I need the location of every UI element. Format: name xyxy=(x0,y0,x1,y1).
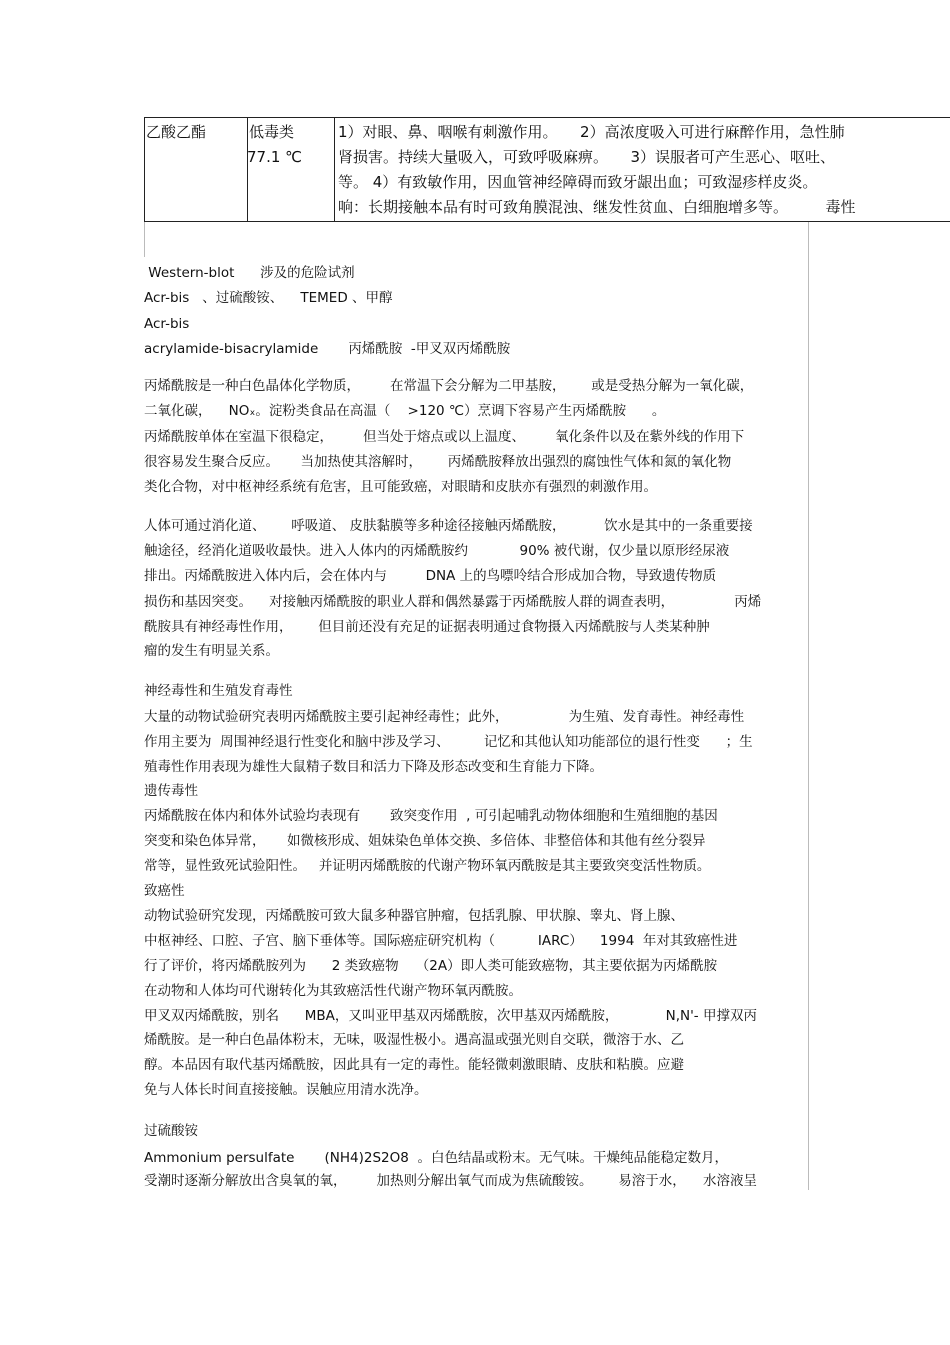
table-value: 77.1 ℃ xyxy=(247,148,303,166)
text-line: 受潮时逐渐分解放出含臭氧的氧， 加热则分解出氧气而成为焦硫酸铵。 易溶于水， 水溶液呈 xyxy=(144,1173,757,1189)
table-toxicity-class: 低毒类 xyxy=(249,123,295,141)
text-line: 二氧化碳， NOₓ。淀粉类食品在高温（ >120 ℃）烹调下容易产生丙烯酰胺 。 xyxy=(144,403,666,419)
section-heading: 致癌性 xyxy=(144,883,185,899)
text-line: 作用主要为 周围神经退行性变化和脑中涉及学习、 记忆和其他认知功能部位的退行性变 ；生 xyxy=(144,734,753,750)
text-line: 烯酰胺。是一种白色晶体粉末，无味，吸湿性极小。遇高温或强光则自交联，微溶于水、乙 xyxy=(144,1032,684,1048)
table-desc-line: 等。 4）有致敏作用，因血管神经障碍而致牙龈出血；可致湿疹样皮炎。 xyxy=(338,173,818,191)
text-line: 丙烯酰胺是一种白色晶体化学物质， 在常温下会分解为二甲基胺， 或是受热分解为一氧化碳， xyxy=(144,378,754,394)
text-line: 中枢神经、口腔、子宫、脑下垂体等。国际癌症研究机构（ IARC） 1994 年对其致癌性进 xyxy=(144,933,738,949)
text-line: 甲叉双丙烯酰胺，别名 MBA，又叫亚甲基双丙烯酰胺，次甲基双丙烯酰胺， N,N'- 甲撑双丙 xyxy=(144,1008,757,1024)
table-desc-line: 响：长期接触本品有时可致角膜混浊、继发性贫血、白细胞增多等。 毒性 xyxy=(338,198,856,216)
text-line: 人体可通过消化道、 呼吸道、 皮肤黏膜等多种途径接触丙烯酰胺， 饮水是其中的一条重要接 xyxy=(144,518,753,534)
text-line: 类化合物，对中枢神经系统有危害，且可能致癌，对眼睛和皮肤亦有强烈的刺激作用。 xyxy=(144,479,657,495)
text-line: 丙烯酰胺单体在室温下很稳定， 但当处于熔点或以上温度、 氧化条件以及在紫外线的作用下 xyxy=(144,429,745,445)
text-line: 瘤的发生有明显关系。 xyxy=(144,643,279,659)
table-desc-line: 肾损害。持续大量吸入，可致呼吸麻痹。 3）误服者可产生恶心、呕吐、 xyxy=(338,148,836,166)
text-line: 排出。丙烯酰胺进入体内后，会在体内与 DNA 上的鸟嘌呤结合形成加合物，导致遗传物质 xyxy=(144,568,717,584)
section-title: Western-blot 涉及的危险试剂 xyxy=(144,265,355,281)
text-line: 免与人体长时间直接接触。误触应用清水洗净。 xyxy=(144,1082,428,1098)
text-line: 行了评价，将丙烯酰胺列为 2 类致癌物 （2A）即人类可能致癌物，其主要依据为丙烯酰胺 xyxy=(144,958,718,974)
text-line: 酰胺具有神经毒性作用， 但目前还没有充足的证据表明通过食物摄入丙烯酰胺与人类某种肿 xyxy=(144,619,710,635)
table-desc-line: 1）对眼、鼻、咽喉有刺激作用。 2）高浓度吸入可进行麻醉作用，急性肺 xyxy=(338,123,845,141)
section-heading: 遗传毒性 xyxy=(144,783,198,799)
text-line: 触途径，经消化道吸收最快。进入人体内的丙烯酰胺约 90% 被代谢，仅少量以原形经尿液 xyxy=(144,543,730,559)
text-line: Ammonium persulfate (NH4)2S2O8 。白色结晶或粉末。无气味。干燥纯品能稳定数月， xyxy=(144,1150,728,1166)
text-line: 很容易发生聚合反应。 当加热使其溶解时， 丙烯酰胺释放出强烈的腐蚀性气体和氮的氧化物 xyxy=(144,454,732,470)
text-line: 殖毒性作用表现为雄性大鼠精子数目和活力下降及形态改变和生育能力下降。 xyxy=(144,759,603,775)
text-line: 大量的动物试验研究表明丙烯酰胺主要引起神经毒性；此外， 为生殖、发育毒性。神经毒性 xyxy=(144,709,745,725)
text-line: Acr-bis xyxy=(144,316,190,332)
text-line: 在动物和人体均可代谢转化为其致癌活性代谢产物环氧丙酰胺。 xyxy=(144,983,522,999)
text-line: acrylamide-bisacrylamide 丙烯酰胺 -甲叉双丙烯酰胺 xyxy=(144,341,511,357)
text-line: 动物试验研究发现，丙烯酰胺可致大鼠多种器官肿瘤，包括乳腺、甲状腺、睾丸、肾上腺、 xyxy=(144,908,684,924)
text-line: 常等，显性致死试验阳性。 并证明丙烯酰胺的代谢产物环氧丙酰胺是其主要致突变活性物质。 xyxy=(144,858,711,874)
section-heading: 过硫酸铵 xyxy=(144,1123,198,1139)
page-edge-line xyxy=(144,222,145,257)
text-line: Acr-bis 、过硫酸铵、 TEMED 、甲醇 xyxy=(144,290,393,306)
text-line: 突变和染色体异常， 如微核形成、姐妹染色单体交换、多倍体、非整倍体和其他有丝分裂异 xyxy=(144,833,706,849)
section-heading: 神经毒性和生殖发育毒性 xyxy=(144,683,293,699)
table-chemical-name: 乙酸乙酯 xyxy=(146,123,207,141)
text-line: 醇。本品因有取代基丙烯酰胺，因此具有一定的毒性。能轻微刺激眼睛、皮肤和粘膜。应避 xyxy=(144,1057,684,1073)
table-divider xyxy=(334,117,335,221)
text-line: 损伤和基因突变。 对接触丙烯酰胺的职业人群和偶然暴露于丙烯酰胺人群的调查表明， 丙烯 xyxy=(144,594,762,610)
text-line: 丙烯酰胺在体内和体外试验均表现有 致突变作用 , 可引起哺乳动物体细胞和生殖细胞的基因 xyxy=(144,808,718,824)
page-edge-line xyxy=(808,222,809,1190)
